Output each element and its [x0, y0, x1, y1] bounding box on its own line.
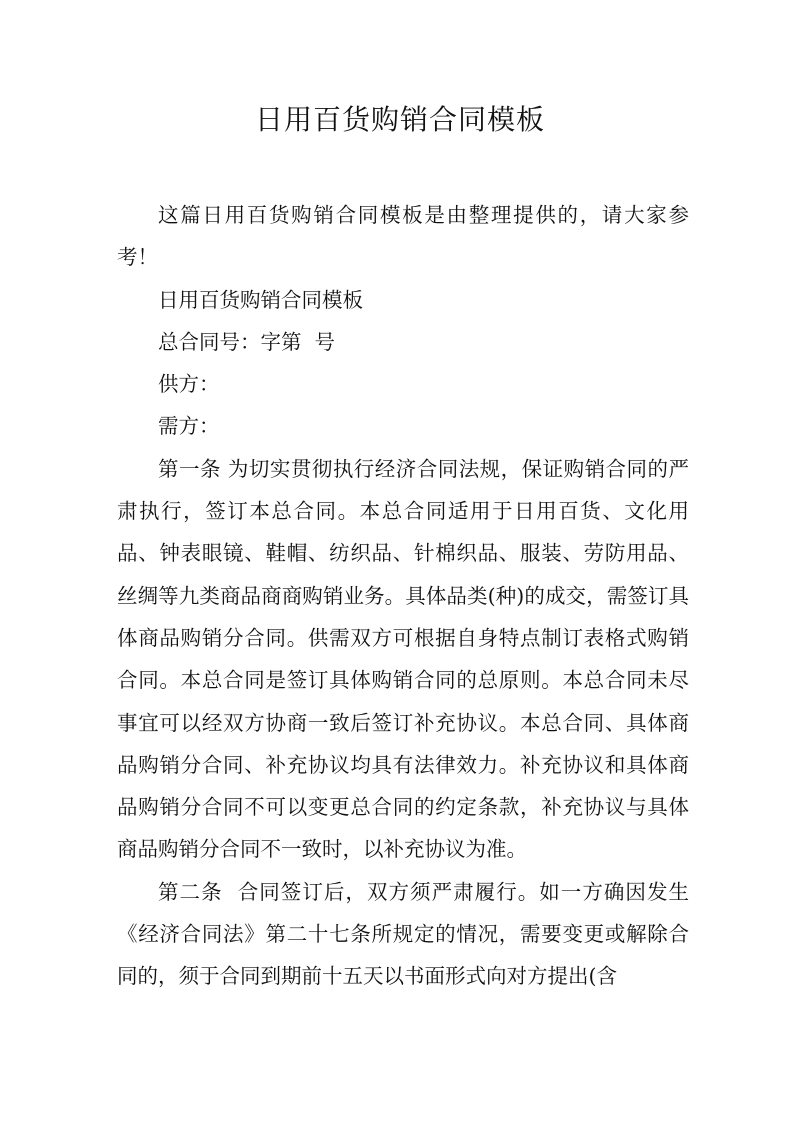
document-title: 日用百货购销合同模板: [254, 103, 545, 136]
supplier-line: 供方：: [158, 372, 220, 397]
document-body: [117, 194, 689, 998]
intro-paragraph: 这篇日用百货购销合同模板是由整理提供的，请大家参考！: [117, 203, 689, 270]
buyer-line: 需方：: [158, 414, 220, 439]
article-one-paragraph: 第一条 为切实贯彻执行经济合同法规，保证购销合同的严肃执行，签订本总合同。本总合同适用于日用百货、文化用品、钟表眼镜、鞋帽、纺织品、针棉织品、服装、劳防用品、丝绸等九类商品商商购销业务。具体品类(种)的成交，需签订具体商品购销分合同。供需双方可根据自身特点制订表格式购销合同。本总合同是签订具体购销合同的总原则。本总合同未尽事宜可以经双方协商一致后签订补充协议。本总合同、具体商品购销分合同、补充协议均具有法律效力。补充协议和具体商品购销分合同不可以变更总合同的约定条款，补充协议与具体商品购销分合同不一致时，以补充协议为准。: [117, 456, 689, 862]
contract-heading: 日用百货购销合同模板: [158, 287, 363, 312]
article-two-paragraph: 第二条 合同签订后，双方须严肃履行。如一方确因发生《经济合同法》第二十七条所规定的情况，需要变更或解除合同的，须于合同到期前十五天以书面形式向对方提出(含: [117, 879, 689, 989]
contract-number-line: 总合同号：字第 号: [158, 329, 336, 354]
